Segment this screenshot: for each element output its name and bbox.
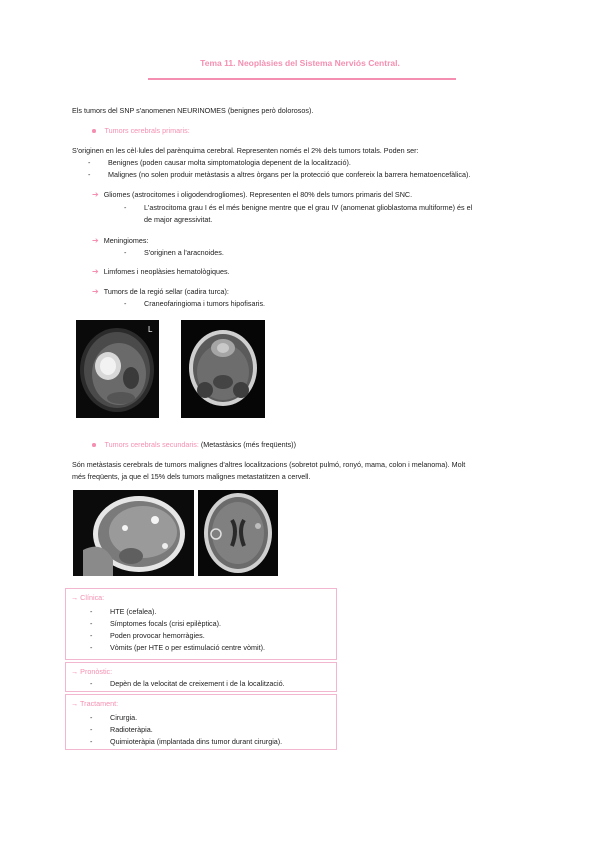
clinic-item-3: Vòmits (per HTE o per estimulació centre vòmit). <box>110 643 265 652</box>
sellar-label: Tumors de la regió sellar (cadira turca): <box>103 287 229 296</box>
bullet-icon <box>92 443 96 447</box>
dash-icon: - <box>90 607 93 616</box>
title-underline <box>148 78 456 80</box>
primary-type-benign: Benignes (poden causar molta simptomatologia depenent de la localització). <box>108 158 351 167</box>
secondary-description-line-2: més freqüents, ja que el 15% dels tumors malignes metastatitzen a cervell. <box>72 472 311 481</box>
clinic-item-1: Símptomes focals (crisi epilèptica). <box>110 619 222 628</box>
meningiomas-sub-label: S'originen a l'aracnoides. <box>144 248 224 257</box>
clinic-item-0: HTE (cefalea). <box>110 607 157 616</box>
arrow-right-icon: ➔ <box>92 190 99 199</box>
clinic-item-2: Poden provocar hemorràgies. <box>110 631 205 640</box>
dash-icon: - <box>124 203 127 212</box>
secondary-heading-suffix: (Metastàsics (més freqüents)) <box>198 440 296 449</box>
list-item <box>90 713 137 722</box>
prognosis-item-0: Depèn de la velocitat de creixement i de la localització. <box>110 679 285 688</box>
treatment-item-0: Cirurgia. <box>110 713 138 722</box>
lymphomas-label: Limfomes i neoplàsies hematològiques. <box>103 267 230 276</box>
dash-icon: - <box>90 713 93 722</box>
image-label: L <box>148 325 153 334</box>
list-item <box>90 725 153 734</box>
sellar-subitem <box>124 299 265 308</box>
page-title: Tema 11. Neoplàsies del Sistema Nerviós Central. <box>200 58 400 68</box>
gliomas-subitem <box>124 203 472 212</box>
gliomas-sub-line-1: L'astrocitoma grau I és el més benigne mentre que el grau IV (anomenat glioblastoma multiforme) és el <box>144 203 473 212</box>
dash-icon: - <box>90 725 93 734</box>
list-item <box>90 679 285 688</box>
list-item <box>90 619 221 628</box>
dash-icon: - <box>88 170 91 179</box>
intro-text: Els tumors del SNP s'anomenen NEURINOMES (benignes però dolorosos). <box>72 106 314 115</box>
clinic-box <box>65 588 337 660</box>
meningiomas-item <box>92 236 148 246</box>
clinic-title: → Clínica: <box>71 593 105 602</box>
prognosis-box <box>65 662 337 692</box>
secondary-heading <box>92 440 296 449</box>
brain-ct-image-glioma <box>76 320 159 418</box>
primary-description: S'originen en les cèl·lules del parènquima cerebral. Representen només el 2% dels tumors totals. Poden ser: <box>72 146 419 155</box>
list-item <box>90 643 265 652</box>
gliomas-item <box>92 190 412 200</box>
dash-icon: - <box>124 299 127 308</box>
sellar-sub-label: Craneofaringioma i tumors hipofisaris. <box>144 299 266 308</box>
primary-heading-label: Tumors cerebrals primaris: <box>104 126 190 135</box>
lymphomas-item <box>92 267 230 277</box>
sellar-item <box>92 287 229 297</box>
dash-icon: - <box>90 679 93 688</box>
dash-icon: - <box>90 737 93 746</box>
gliomas-label: Gliomes (astrocitomes i oligodendrogliomes). Representen el 80% dels tumors primaris del SNC. <box>103 190 413 199</box>
treatment-item-2: Quimioteràpia (implantada dins tumor durant cirurgia). <box>110 737 283 746</box>
meningiomas-label: Meningiomes: <box>103 236 149 245</box>
prognosis-title: → Pronòstic: <box>71 667 113 676</box>
bullet-icon <box>92 129 96 133</box>
dash-icon: - <box>124 248 127 257</box>
list-item <box>90 607 156 616</box>
arrow-right-icon: ➔ <box>92 236 99 245</box>
brain-ct-image-meningioma <box>181 320 265 418</box>
treatment-box <box>65 694 337 750</box>
gliomas-sub-line-2: de major agressivitat. <box>144 215 213 224</box>
dash-icon: - <box>88 158 91 167</box>
list-item <box>90 631 205 640</box>
brain-ct-axial-image <box>198 490 278 576</box>
dash-icon: - <box>90 643 93 652</box>
list-item <box>90 737 282 746</box>
treatment-item-1: Radioteràpia. <box>110 725 153 734</box>
arrow-right-icon: ➔ <box>92 267 99 276</box>
primary-heading <box>92 126 190 135</box>
primary-type-malignant: Malignes (no solen produir metàstasis a altres òrgans per la protecció que confereix la barrera hematoencefàlica). <box>108 170 471 179</box>
list-item <box>88 158 351 167</box>
meningiomas-subitem <box>124 248 224 257</box>
list-item <box>88 170 470 179</box>
secondary-heading-label: Tumors cerebrals secundaris: <box>104 440 199 449</box>
treatment-title: → Tractament: <box>71 699 119 708</box>
arrow-right-icon: ➔ <box>92 287 99 296</box>
dash-icon: - <box>90 619 93 628</box>
dash-icon: - <box>90 631 93 640</box>
brain-mri-sagittal-image <box>73 490 194 576</box>
secondary-description-line-1: Són metàstasis cerebrals de tumors malignes d'altres localitzacions (sobretot pulmó, ronyó, mama, colon i melanoma). Molt <box>72 460 466 469</box>
